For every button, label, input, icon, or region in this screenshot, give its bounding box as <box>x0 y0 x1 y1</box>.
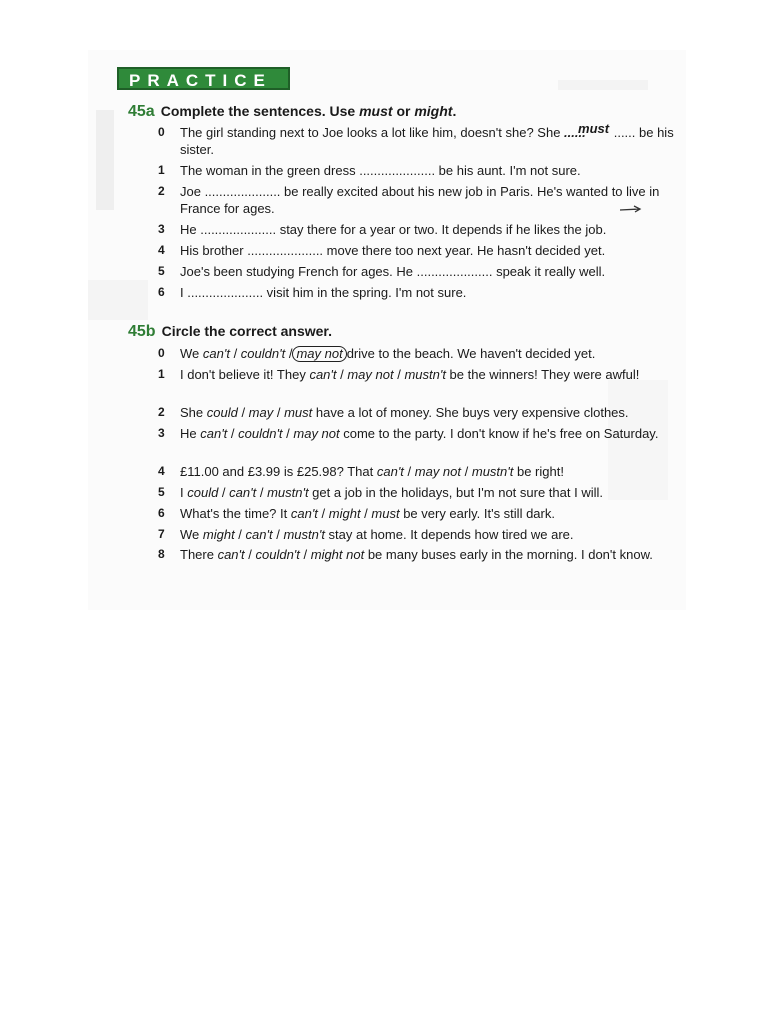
option-separator: / <box>360 506 372 521</box>
option-separator: / <box>403 464 415 479</box>
section-a-title-end: . <box>452 103 457 119</box>
item-number: 6 <box>158 285 165 299</box>
item-text <box>180 345 678 362</box>
scan-shadow <box>558 80 648 90</box>
option-separator: / <box>234 527 246 542</box>
option-2: may <box>248 405 274 420</box>
item-number: 0 <box>158 125 165 139</box>
item-text-pre: We <box>180 346 203 361</box>
exercise-b-item <box>158 526 678 543</box>
option-1: can't <box>200 426 228 441</box>
item-text-post: have a lot of money. She buys very expensive clothes. <box>312 405 629 420</box>
item-text-pre: He <box>180 426 201 441</box>
option-3: may not <box>293 426 340 441</box>
item-text-post: stay at home. It depends how tired we are. <box>324 527 574 542</box>
item-number: 2 <box>158 405 165 419</box>
section-a-title-mid: or <box>392 103 415 119</box>
item-number: 5 <box>158 264 165 278</box>
exercise-a-item <box>158 242 678 259</box>
item-text-post: be right! <box>513 464 564 479</box>
answer-blank: ...... <box>564 125 586 140</box>
option-separator: / <box>256 485 268 500</box>
option-2: couldn't <box>240 346 286 361</box>
option-separator: / <box>299 547 311 562</box>
item-number: 5 <box>158 485 165 499</box>
item-number: 1 <box>158 367 165 381</box>
section-a-title: Complete the sentences. Use <box>160 103 360 119</box>
item-text <box>180 505 678 522</box>
section-a-heading <box>128 103 456 121</box>
item-number: 3 <box>158 222 165 236</box>
item-text-post: be his sister. <box>180 125 674 157</box>
option-3: must <box>284 405 313 420</box>
option-2: couldn't <box>255 547 300 562</box>
section-a-number: 45a <box>128 103 155 120</box>
exercise-b-item <box>158 484 678 501</box>
option-separator: / <box>272 527 284 542</box>
option-2: couldn't <box>238 426 283 441</box>
option-2: can't <box>245 527 273 542</box>
exercise-a-item <box>158 221 678 238</box>
option-separator: / <box>282 426 294 441</box>
option-3: mustn't <box>267 485 309 500</box>
item-text-post: come to the party. I don't know if he's free on Saturday. <box>339 426 659 441</box>
section-b-heading <box>128 323 332 341</box>
item-text-post: get a job in the holidays, but I'm not sure that I will. <box>308 485 603 500</box>
option-separator: / <box>461 464 472 479</box>
option-separator: / <box>393 367 405 382</box>
option-2: may not <box>414 464 462 479</box>
option-3: must <box>371 506 400 521</box>
item-number: 7 <box>158 527 165 541</box>
item-number: 4 <box>158 464 165 478</box>
item-text-pre: What's the time? It <box>180 506 291 521</box>
exercise-b-item <box>158 404 678 421</box>
exercise-b-item <box>158 425 678 442</box>
exercise-a-item <box>158 284 678 301</box>
option-1: can't <box>290 506 318 521</box>
practice-banner: PRACTICE <box>117 67 290 90</box>
answer-word: must <box>578 121 610 136</box>
option-separator: / <box>336 367 348 382</box>
option-1: can't <box>202 346 230 361</box>
item-number: 1 <box>158 163 165 177</box>
exercise-b-item <box>158 463 678 480</box>
exercise-b-item <box>158 546 678 563</box>
exercise-a-item <box>158 263 678 280</box>
item-text-pre: I don't believe it! They <box>180 367 310 382</box>
option-1: might <box>202 527 235 542</box>
option-separator: / <box>285 346 293 361</box>
item-text: Joe ..................... be really excited about his new job in Paris. He's wanted to live in France for ages. <box>180 184 660 216</box>
section-b-title: Circle the correct answer. <box>161 323 332 339</box>
item-number: 3 <box>158 426 165 440</box>
item-text-post: drive to the beach. We haven't decided yet. <box>346 346 596 361</box>
pencil-mark-icon <box>618 204 642 214</box>
exercise-b-item <box>158 505 678 522</box>
option-3: mustn't <box>404 367 446 382</box>
option-1: can't <box>376 464 404 479</box>
item-number: 4 <box>158 243 165 257</box>
option-1: can't <box>217 547 245 562</box>
item-text <box>180 484 678 501</box>
item-text-pre: The girl standing next to Joe looks a lot like him, doesn't she? She <box>180 125 565 140</box>
item-number: 0 <box>158 346 165 360</box>
item-text-pre: I <box>180 485 188 500</box>
handwritten-answer <box>564 121 610 140</box>
option-separator: / <box>317 506 329 521</box>
item-text <box>180 526 678 543</box>
option-2: might <box>328 506 361 521</box>
option-separator: / <box>218 485 230 500</box>
item-number: 6 <box>158 506 165 520</box>
option-1: could <box>187 485 219 500</box>
scan-shadow <box>96 110 114 210</box>
item-text-pre: £11.00 and £3.99 is £25.98? That <box>180 464 377 479</box>
answer-blank-rest: ...... <box>613 125 636 140</box>
item-text <box>180 425 678 442</box>
exercise-a-item <box>158 183 678 217</box>
option-1: could <box>206 405 238 420</box>
option-3: mustn't <box>471 464 514 479</box>
scan-shadow <box>88 280 148 320</box>
exercise-a-item <box>158 121 678 158</box>
item-number: 8 <box>158 547 165 561</box>
item-text-post: be many buses early in the morning. I don't know. <box>364 547 653 562</box>
section-a-word-might: might <box>414 103 453 119</box>
item-text: He ..................... stay there for a year or two. It depends if he likes the job. <box>180 222 607 237</box>
item-text-post: be the winners! They were awful! <box>445 367 640 382</box>
item-text <box>180 546 678 563</box>
section-b-number: 45b <box>128 323 156 340</box>
option-2: may not <box>347 367 394 382</box>
option-separator: / <box>273 405 285 420</box>
item-text-pre: She <box>180 405 207 420</box>
exercise-a-item <box>158 162 678 179</box>
exercise-b-item <box>158 366 678 383</box>
circled-answer: may not <box>292 346 346 362</box>
option-separator: / <box>237 405 249 420</box>
option-separator: / <box>244 547 256 562</box>
item-text: I ..................... visit him in the spring. I'm not sure. <box>180 285 467 300</box>
item-text <box>180 121 678 158</box>
item-text-pre: There <box>180 547 218 562</box>
exercise-b-item <box>158 345 678 362</box>
item-text: His brother ..................... move there too next year. He hasn't decided yet. <box>180 243 606 258</box>
option-3: might not <box>310 547 365 562</box>
option-2: can't <box>229 485 257 500</box>
option-separator: / <box>229 346 241 361</box>
item-text: Joe's been studying French for ages. He ..................... speak it really well. <box>180 264 606 279</box>
option-1: can't <box>309 367 337 382</box>
section-a-word-must: must <box>359 103 393 119</box>
item-text-post: be very early. It's still dark. <box>399 506 555 521</box>
item-number: 2 <box>158 184 165 198</box>
item-text <box>180 404 678 421</box>
option-3: mustn't <box>283 527 325 542</box>
item-text-pre: We <box>180 527 203 542</box>
item-text <box>180 463 678 480</box>
item-text: The woman in the green dress ..................... be his aunt. I'm not sure. <box>180 163 581 178</box>
option-separator: / <box>227 426 239 441</box>
item-text <box>180 366 678 383</box>
